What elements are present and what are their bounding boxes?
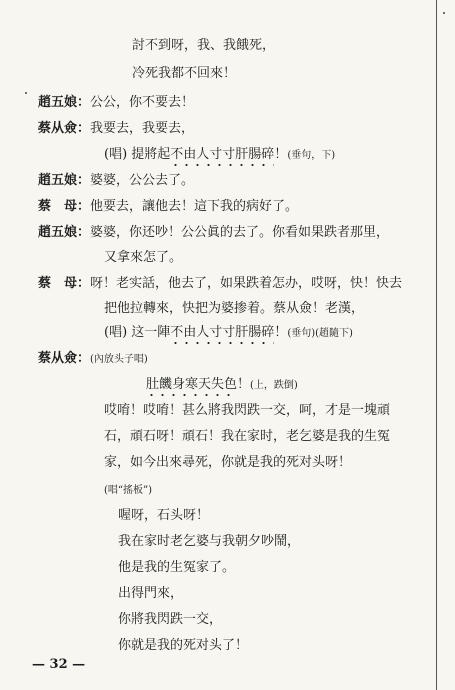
line-text: 哎唷！哎唷！甚么將我閃跌一交，呵，才是一塊頑: [104, 403, 391, 418]
script-line: [104, 146, 335, 165]
line-text: 喔呀，石头呀！: [118, 508, 210, 523]
script-line: [104, 249, 182, 267]
line-text: 你將我閃跌一交，: [118, 612, 223, 627]
page-edge-line: [436, 0, 437, 690]
line-text: 出得門來，: [118, 586, 184, 601]
script-line: [104, 324, 353, 343]
line-text: 呀！老实話，他去了，如果跌着怎办，哎呀，快！快去: [90, 276, 403, 291]
script-line: [118, 507, 209, 525]
script-line: [38, 275, 402, 293]
script-line: [38, 350, 148, 369]
line-text: ！: [274, 325, 288, 340]
script-line: [104, 428, 390, 446]
dotted-emphasis-text: 肚饑身寒天失色: [146, 377, 237, 397]
script-line: [38, 94, 194, 112]
line-text: 公公，你不要去！: [90, 95, 195, 110]
line-text: (唱) 提將起: [104, 147, 171, 162]
line-text: 我在家时老乞婆与我朝夕吵鬧，: [118, 534, 301, 549]
script-line: [118, 533, 300, 551]
stage-note: (垂句)(趙隨下): [287, 328, 353, 339]
speaker-label: 蔡从僉：: [38, 351, 91, 366]
stage-note: (垂句，下): [287, 150, 336, 161]
line-text: 他要去，讓他去！這下我的病好了。: [90, 199, 299, 214]
script-line: [118, 611, 222, 629]
script-line: [104, 481, 152, 500]
line-text: ！: [274, 147, 288, 162]
line-text: 把他拉轉來，快把为婆掺着。蔡从僉！老漢，: [104, 301, 365, 316]
script-line: [132, 37, 275, 55]
speaker-label: 趙五娘：: [38, 95, 91, 110]
script-line: [146, 376, 298, 395]
speaker-label: 趙五娘：: [38, 173, 91, 188]
line-text: 討不到呀，我、我餓死，: [132, 38, 276, 53]
line-text: 家，如今出來尋死，你就是我的死对头呀！: [104, 455, 352, 470]
line-text: ！: [237, 377, 251, 392]
dotted-emphasis-text: 不由人寸寸肝腸碎: [170, 325, 274, 345]
line-text: 婆婆，公公去了。: [90, 173, 195, 188]
script-line: [38, 120, 194, 138]
script-line: [38, 224, 389, 242]
line-text: 冷死我都不回來！: [132, 66, 237, 81]
line-text: 石，頑石呀！頑石！我在家时，老乞婆是我的生冤: [104, 429, 391, 444]
script-line: [38, 172, 194, 190]
script-line: [104, 300, 364, 318]
speaker-label: 蔡 母：: [38, 199, 91, 214]
ink-speck: [25, 92, 27, 94]
line-text: 你就是我的死对头了！: [118, 638, 249, 653]
speaker-label: 趙五娘：: [38, 225, 91, 240]
stage-note: (唱“搖板”): [104, 485, 153, 496]
line-text: 婆婆，你还吵！公公眞的去了。你看如果跌者那里，: [90, 225, 390, 240]
line-text: 他是我的生冤家了。: [118, 560, 236, 575]
dotted-emphasis-text: 不由人寸寸肝腸碎: [170, 147, 274, 167]
line-text: (唱) 这一陣: [104, 325, 171, 340]
script-line: [104, 454, 351, 472]
script-line: [104, 402, 390, 420]
script-line: [118, 559, 235, 577]
script-line: [38, 198, 298, 216]
script-line: [132, 65, 236, 83]
stage-note: (內放头子唱): [90, 354, 148, 365]
line-text: 我要去，我要去，: [90, 121, 195, 136]
stage-note: (上，跌倒): [250, 380, 298, 391]
page-number: — 32 —: [32, 657, 86, 672]
ink-speck: [443, 12, 445, 14]
script-line: [118, 585, 183, 603]
line-text: 又拿來怎了。: [104, 250, 183, 265]
script-line: [118, 637, 248, 655]
speaker-label: 蔡 母：: [38, 276, 91, 291]
speaker-label: 蔡从僉：: [38, 121, 91, 136]
